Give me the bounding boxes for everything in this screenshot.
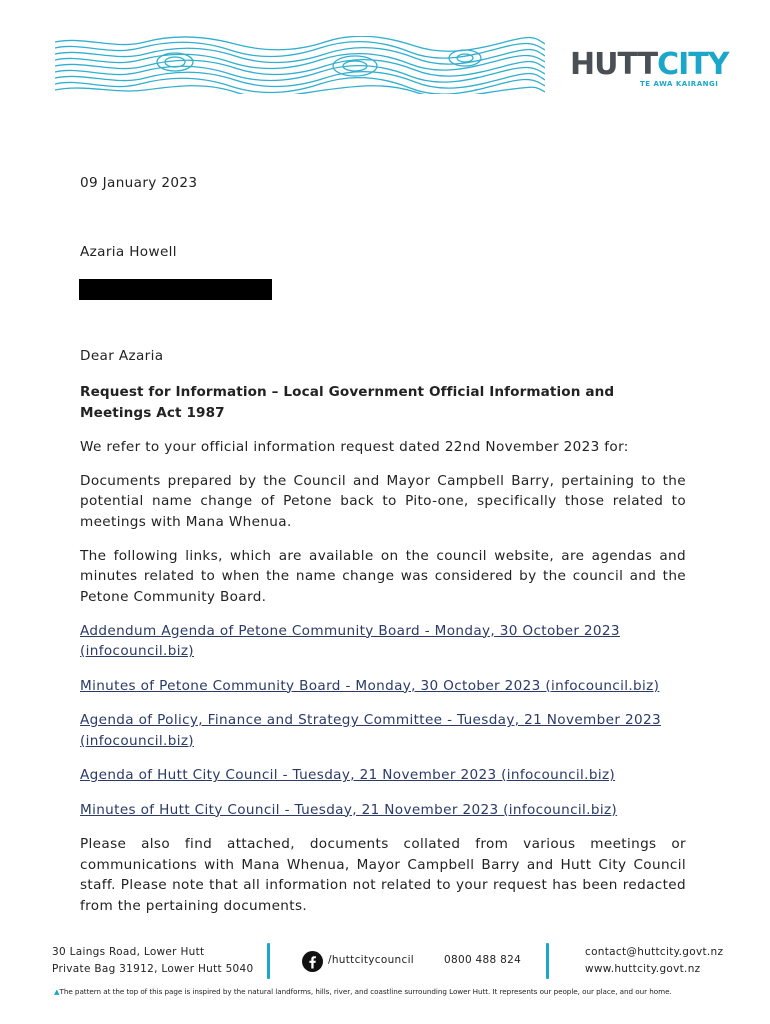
redaction-block [79,279,272,300]
logo-main-text: HUTT [570,47,658,82]
hutt-city-logo [570,47,729,94]
phone-number: 0800 488 824 [444,954,522,966]
contour-pattern-banner [55,36,545,94]
letter-date: 09 January 2023 [80,175,198,191]
link-addendum-agenda-petone-board[interactable]: Addendum Agenda of Petone Community Board - Monday, 30 October 2023 (infocouncil.biz) [80,622,620,659]
disclaimer-text: The pattern at the top of this page is inspired by the natural landforms, hills, river, and coastline surrounding Lower Hutt. It represents our people, our place, and our home. [59,987,672,996]
logo-accent-text: CITY [657,47,729,82]
address-line-1: 30 Laings Road, Lower Hutt [52,946,205,958]
logo-wordmark [570,48,728,82]
address-line-2: Private Bag 31912, Lower Hutt 5040 [52,963,254,975]
salutation: Dear Azaria [80,348,164,364]
footer-divider [267,943,270,979]
paragraph-request-details: Documents prepared by the Council and Mayor Campbell Barry, pertaining to the potential name change of Petone back to Pito-one, specifically those related to meetings with Mana Whenua. [80,472,686,530]
paragraph-links-intro: The following links, which are available on the council website, are agendas and minutes related to when the name change was considered by the council and the Petone Community Board. [80,547,686,605]
footer [0,936,770,1024]
letter-body [80,382,686,930]
website-url[interactable]: www.huttcity.govt.nz [585,963,701,975]
contact-email[interactable]: contact@huttcity.govt.nz [585,946,724,958]
footer-divider [546,943,549,979]
recipient-name: Azaria Howell [80,244,177,260]
logo-tagline: TE AWA KAIRANGI [640,80,719,88]
triangle-icon: ▲ [54,987,60,996]
link-minutes-petone-board[interactable]: Minutes of Petone Community Board - Monday, 30 October 2023 (infocouncil.biz) [80,677,660,694]
link-agenda-policy-finance-strategy[interactable]: Agenda of Policy, Finance and Strategy Committee - Tuesday, 21 November 2023 (infocouncil.biz) [80,712,661,749]
footer-contact [585,944,723,978]
facebook-icon [302,951,323,972]
paragraph-attachments: Please also find attached, documents collated from various meetings or communications with Mana Whenua, Mayor Campbell Barry and Hutt City Council staff. Please note that all information not related to your request has been redacted from the pertaining documents. [80,836,686,914]
footer-address [52,944,254,978]
link-agenda-hutt-city-council[interactable]: Agenda of Hutt City Council - Tuesday, 21 November 2023 (infocouncil.biz) [80,767,616,783]
paragraph-request-reference: We refer to your official information request dated 22nd November 2023 for: [80,438,629,455]
footer-disclaimer [54,987,672,996]
link-minutes-hutt-city-council[interactable]: Minutes of Hutt City Council - Tuesday, 21 November 2023 (infocouncil.biz) [80,801,618,818]
facebook-handle[interactable]: /huttcitycouncil [328,954,415,966]
letter-heading: Request for Information – Local Government Official Information and Meetings Act 1987 [80,384,615,421]
